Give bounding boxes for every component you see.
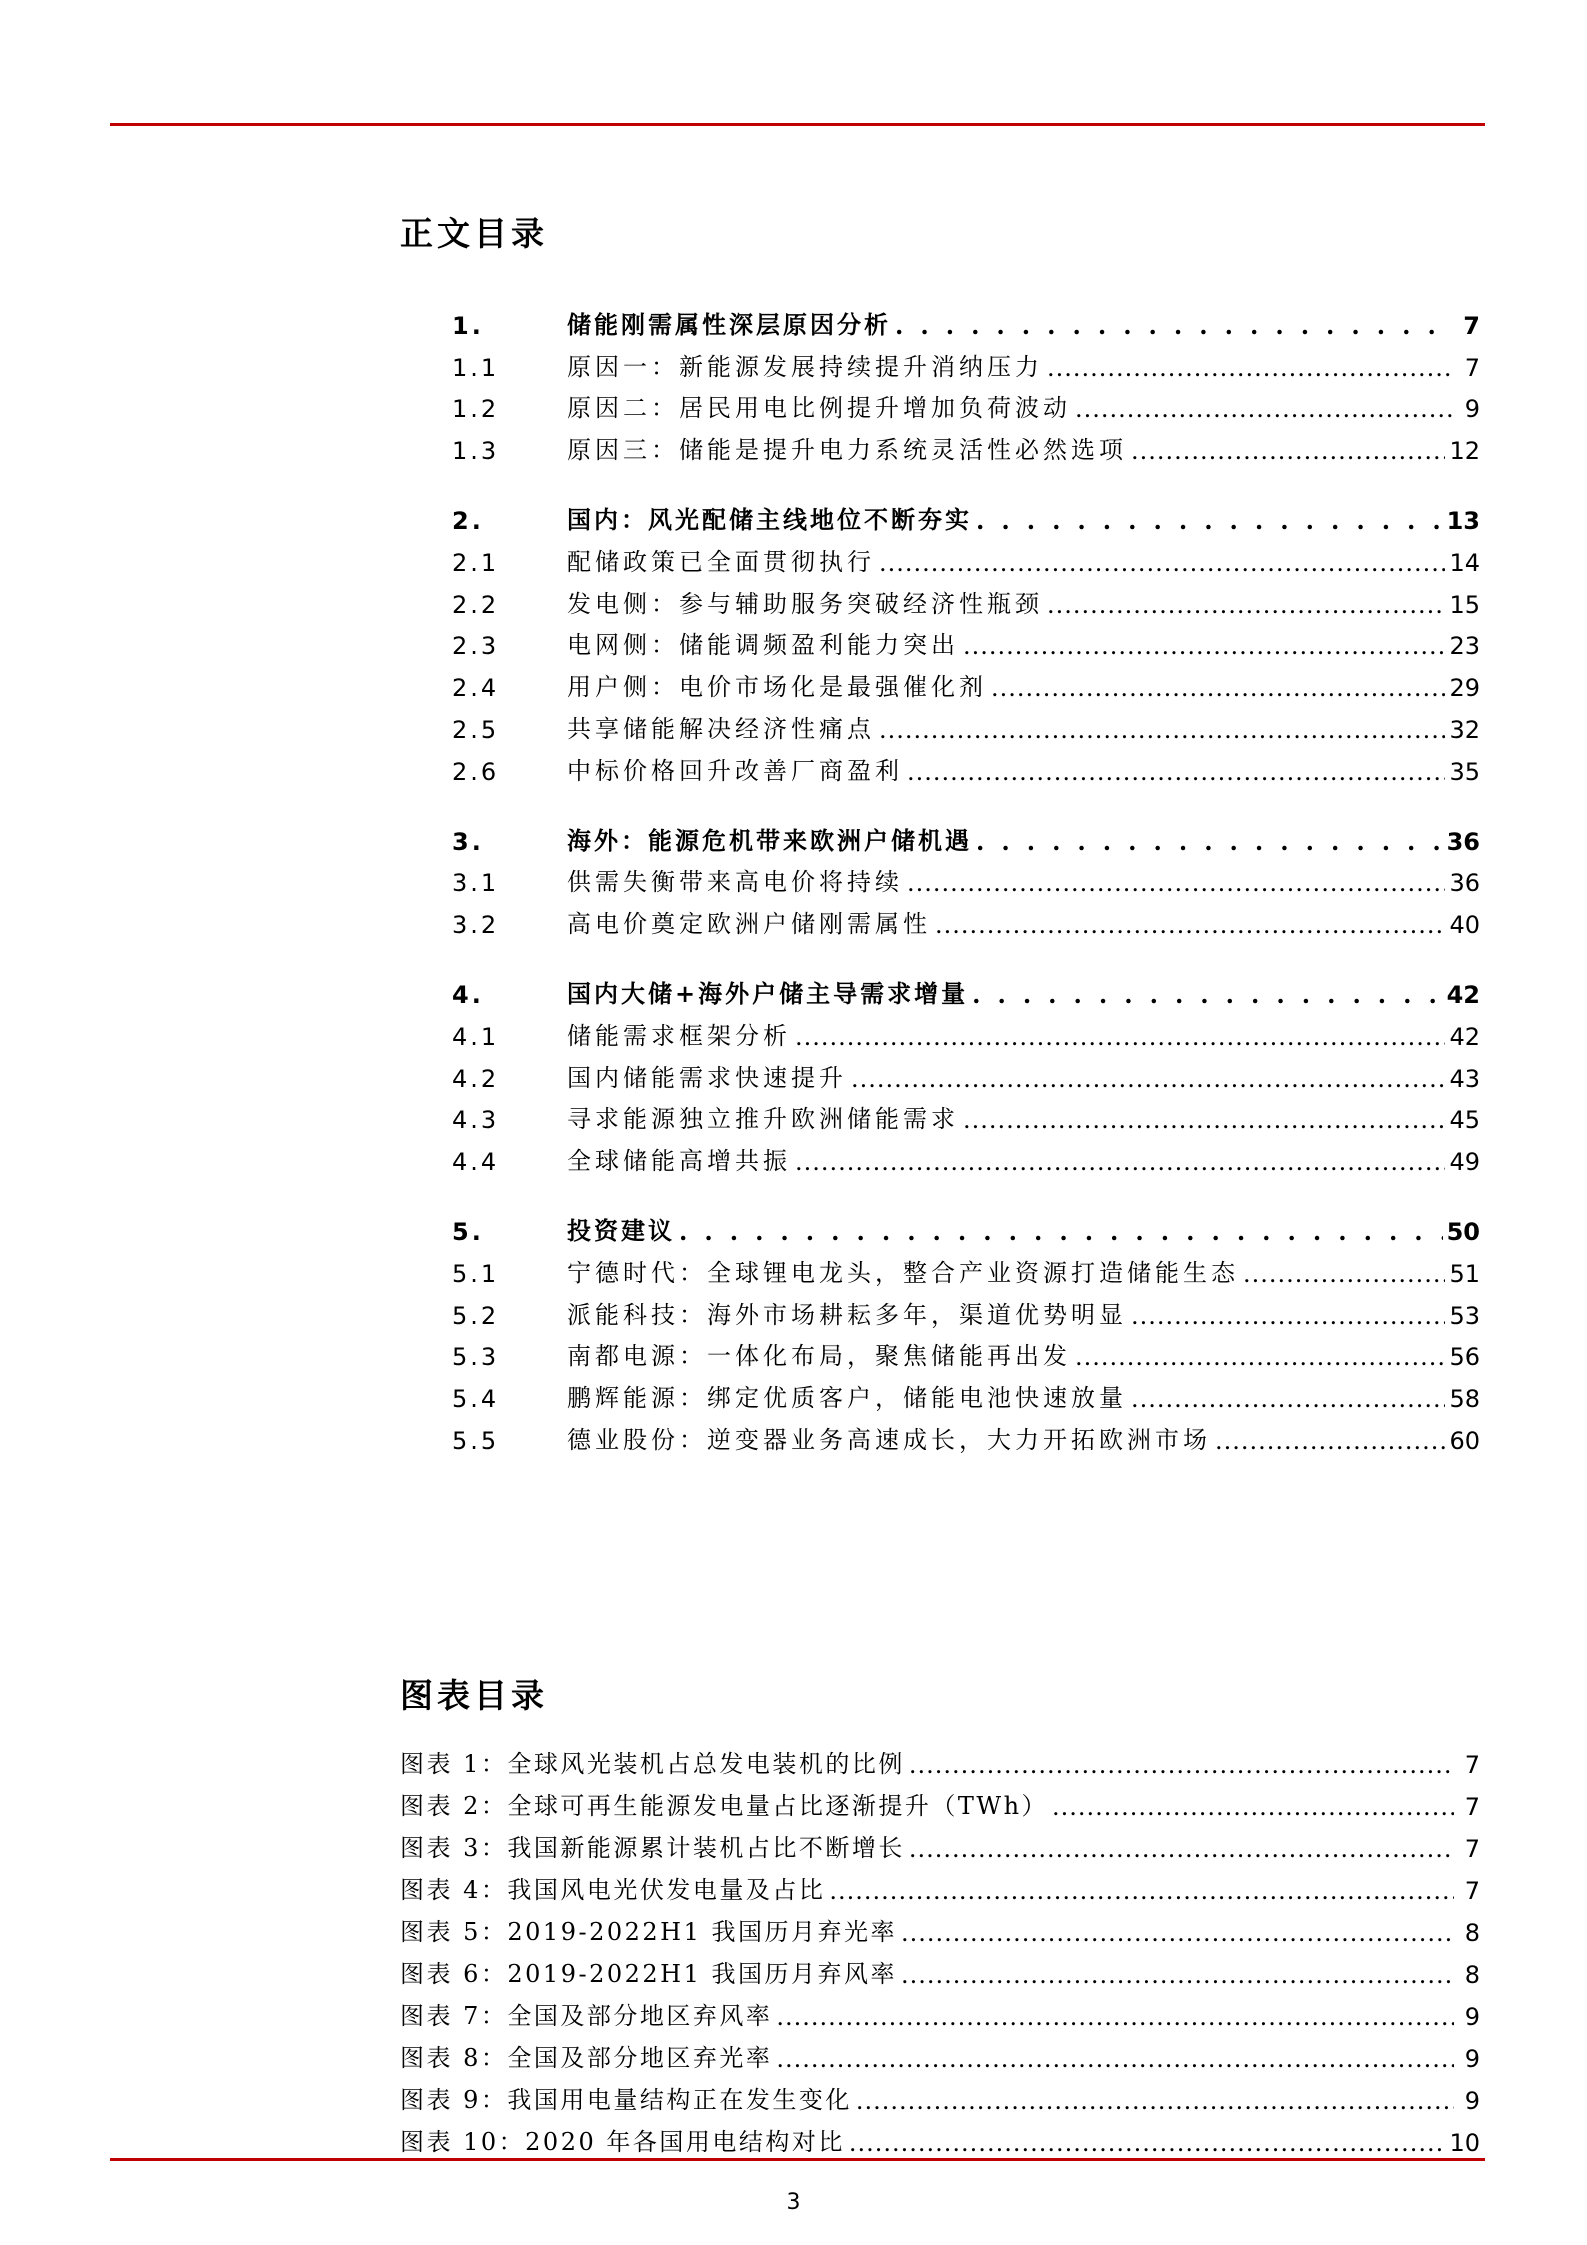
toc-entry-page: 29 xyxy=(1449,674,1480,703)
toc-entry-number: 2.1 xyxy=(452,548,500,577)
toc-section-entry[interactable] xyxy=(452,1246,1480,1288)
dot-leader xyxy=(795,1023,1445,1051)
figure-entry-title: 图表 8：全国及部分地区弃光率 xyxy=(400,2044,773,2072)
toc-entry-page: 36 xyxy=(1446,827,1480,856)
dot-leader xyxy=(1075,1343,1445,1371)
toc-entry-title: 投资建议 xyxy=(567,1215,675,1245)
dot-leader xyxy=(963,632,1445,660)
toc-entry-page: 35 xyxy=(1449,757,1480,786)
figure-entry-page: 10 xyxy=(1449,2129,1480,2157)
dot-leader xyxy=(963,1106,1445,1134)
figure-entry-title: 图表 3：我国新能源累计装机占比不断增长 xyxy=(400,1834,905,1862)
figure-entry[interactable] xyxy=(400,1863,1480,1905)
dot-leader xyxy=(1075,395,1454,423)
toc-entry-number: 4.4 xyxy=(452,1148,500,1177)
toc-section-entry[interactable] xyxy=(452,1009,1480,1051)
dot-leader xyxy=(895,311,1454,340)
toc-chapter-entry[interactable] xyxy=(452,1204,1480,1246)
dot-leader xyxy=(1047,354,1454,382)
dot-leader xyxy=(1131,1302,1445,1330)
toc-entry-title: 原因三：储能是提升电力系统灵活性必然选项 xyxy=(567,436,1127,465)
toc-entry-page: 36 xyxy=(1449,869,1480,898)
toc-entry-page: 45 xyxy=(1449,1106,1480,1135)
toc-chapter-group xyxy=(452,814,1480,939)
dot-leader xyxy=(1131,437,1445,465)
dot-leader xyxy=(909,1835,1454,1863)
toc-chapter-group xyxy=(452,967,1480,1176)
toc-entry-title: 配储政策已全面贯彻执行 xyxy=(567,547,875,576)
toc-entry-page: 53 xyxy=(1449,1301,1480,1330)
figure-entry[interactable] xyxy=(400,1905,1480,1947)
toc-chapter-entry[interactable] xyxy=(452,298,1480,340)
figures-heading: 图表目录 xyxy=(400,1676,548,1715)
toc-entry-number: 5. xyxy=(452,1217,484,1246)
figure-entry-title: 图表 9：我国用电量结构正在发生变化 xyxy=(400,2086,852,2114)
figure-entry-page: 8 xyxy=(1464,1919,1480,1947)
toc-entry-number: 2.2 xyxy=(452,590,500,619)
toc-entry-title: 南都电源：一体化布局，聚焦储能再出发 xyxy=(567,1342,1071,1371)
toc-entry-page: 9 xyxy=(1464,395,1480,424)
toc-entry-title: 鹏辉能源：绑定优质客户，储能电池快速放量 xyxy=(567,1384,1127,1413)
toc-entry-page: 56 xyxy=(1449,1343,1480,1372)
dot-leader xyxy=(776,2045,1454,2073)
toc-section-entry[interactable] xyxy=(452,1330,1480,1372)
toc-entry-page: 13 xyxy=(1446,506,1480,535)
toc-entry-page: 51 xyxy=(1449,1259,1480,1288)
toc-entry-page: 23 xyxy=(1449,632,1480,661)
dot-leader xyxy=(907,758,1445,786)
dot-leader xyxy=(879,549,1445,577)
figure-entry[interactable] xyxy=(400,1821,1480,1863)
toc-entry-title: 中标价格回升改善厂商盈利 xyxy=(567,756,903,785)
toc-section-entry[interactable] xyxy=(452,1288,1480,1330)
toc-entry-number: 5.2 xyxy=(452,1301,500,1330)
toc-section-entry[interactable] xyxy=(452,1413,1480,1455)
dot-leader xyxy=(991,674,1445,702)
dot-leader xyxy=(901,1919,1454,1947)
toc-entry-title: 海外：能源危机带来欧洲户储机遇 xyxy=(567,825,972,855)
toc-chapter-group xyxy=(452,298,1480,465)
toc-entry-number: 5.1 xyxy=(452,1259,500,1288)
toc-entry-title: 发电侧：参与辅助服务突破经济性瓶颈 xyxy=(567,589,1043,618)
toc-entry-title: 供需失衡带来高电价将持续 xyxy=(567,868,903,897)
toc-entry-title: 国内储能需求快速提升 xyxy=(567,1063,847,1092)
toc-section-entry[interactable] xyxy=(452,1134,1480,1176)
figure-entry-title: 图表 6：2019-2022H1 我国历月弃风率 xyxy=(400,1960,897,1988)
toc-chapter-group xyxy=(452,1204,1480,1455)
toc-entry-number: 4.2 xyxy=(452,1064,500,1093)
toc-section-entry[interactable] xyxy=(452,702,1480,744)
toc-entry-page: 42 xyxy=(1449,1022,1480,1051)
toc-entry-title: 共享储能解决经济性痛点 xyxy=(567,714,875,743)
dot-leader xyxy=(901,1961,1454,1989)
toc-section-entry[interactable] xyxy=(452,577,1480,619)
toc-entry-title: 高电价奠定欧洲户储刚需属性 xyxy=(567,910,931,939)
toc-entry-page: 50 xyxy=(1446,1217,1480,1246)
dot-leader xyxy=(851,1065,1445,1093)
toc-entry-number: 2.6 xyxy=(452,757,500,786)
figure-entry-page: 7 xyxy=(1464,1751,1480,1779)
dot-leader xyxy=(909,1751,1454,1779)
toc-section-entry[interactable] xyxy=(452,1051,1480,1093)
figure-entry[interactable] xyxy=(400,1779,1480,1821)
figure-entry[interactable] xyxy=(400,1737,1480,1779)
figure-entry-title: 图表 1：全球风光装机占总发电装机的比例 xyxy=(400,1750,905,1778)
toc-entry-number: 4.3 xyxy=(452,1106,500,1135)
toc-entry-page: 49 xyxy=(1449,1148,1480,1177)
dot-leader xyxy=(795,1148,1445,1176)
dot-leader xyxy=(976,506,1443,535)
toc-entry-number: 1.1 xyxy=(452,353,500,382)
dot-leader xyxy=(849,2129,1446,2157)
toc-section-entry[interactable] xyxy=(452,1093,1480,1135)
toc-entry-page: 58 xyxy=(1449,1385,1480,1414)
figure-entry[interactable] xyxy=(400,1989,1480,2031)
toc-entry-number: 3.2 xyxy=(452,911,500,940)
dot-leader xyxy=(1215,1427,1445,1455)
figure-entry-page: 9 xyxy=(1464,2045,1480,2073)
dot-leader xyxy=(1131,1385,1445,1413)
dot-leader xyxy=(679,1217,1443,1246)
dot-leader xyxy=(1052,1793,1454,1821)
figure-entry-page: 8 xyxy=(1464,1961,1480,1989)
toc-entry-title: 电网侧：储能调频盈利能力突出 xyxy=(567,631,959,660)
toc-entry-number: 5.3 xyxy=(452,1343,500,1372)
figure-entry[interactable] xyxy=(400,2073,1480,2115)
toc-section-entry[interactable] xyxy=(452,897,1480,939)
figure-entry-title: 图表 4：我国风电光伏发电量及占比 xyxy=(400,1876,826,1904)
dot-leader xyxy=(776,2003,1454,2031)
figure-entry-title: 图表 2：全球可再生能源发电量占比逐渐提升（TWh） xyxy=(400,1792,1049,1820)
figure-entry-title: 图表 7：全国及部分地区弃风率 xyxy=(400,2002,773,2030)
toc-entry-number: 4. xyxy=(452,980,484,1009)
toc-section-entry[interactable] xyxy=(452,535,1480,577)
toc-entry-number: 5.4 xyxy=(452,1385,500,1414)
figure-entry-page: 9 xyxy=(1464,2003,1480,2031)
toc-entry-title: 用户侧：电价市场化是最强催化剂 xyxy=(567,673,987,702)
toc-section-entry[interactable] xyxy=(452,423,1480,465)
toc-entry-number: 5.5 xyxy=(452,1426,500,1455)
header-rule xyxy=(110,123,1485,126)
toc-section-entry[interactable] xyxy=(452,340,1480,382)
toc-section-entry[interactable] xyxy=(452,1371,1480,1413)
toc-entry-page: 7 xyxy=(1464,353,1480,382)
toc-entry-title: 国内大储+海外户储主导需求增量 xyxy=(567,978,969,1008)
toc-chapter-entry[interactable] xyxy=(452,814,1480,856)
dot-leader xyxy=(856,2087,1454,2115)
toc-entry-title: 宁德时代：全球锂电龙头，整合产业资源打造储能生态 xyxy=(567,1258,1239,1287)
toc-entry-number: 2. xyxy=(452,506,484,535)
toc-entry-number: 2.3 xyxy=(452,632,500,661)
toc-entry-number: 1.2 xyxy=(452,395,500,424)
toc-entry-title: 原因二：居民用电比例提升增加负荷波动 xyxy=(567,394,1071,423)
toc-section-entry[interactable] xyxy=(452,856,1480,898)
figure-entry-title: 图表 10：2020 年各国用电结构对比 xyxy=(400,2128,845,2156)
figure-entry-page: 7 xyxy=(1464,1877,1480,1905)
dot-leader xyxy=(829,1877,1454,1905)
toc-entry-number: 1. xyxy=(452,311,484,340)
toc-entry-title: 储能刚需属性深层原因分析 xyxy=(567,309,891,339)
toc-entry-page: 14 xyxy=(1449,548,1480,577)
toc-entry-title: 派能科技：海外市场耕耘多年，渠道优势明显 xyxy=(567,1300,1127,1329)
dot-leader xyxy=(976,827,1443,856)
toc-entry-page: 15 xyxy=(1449,590,1480,619)
toc-heading: 正文目录 xyxy=(400,214,548,253)
toc-entry-title: 国内：风光配储主线地位不断夯实 xyxy=(567,504,972,534)
toc-section-entry[interactable] xyxy=(452,619,1480,661)
toc-entry-title: 储能需求框架分析 xyxy=(567,1021,791,1050)
table-of-contents xyxy=(452,298,1480,1483)
dot-leader xyxy=(879,716,1445,744)
toc-entry-page: 42 xyxy=(1446,980,1480,1009)
toc-section-entry[interactable] xyxy=(452,660,1480,702)
page-number: 3 xyxy=(786,2190,801,2215)
footer-rule xyxy=(110,2158,1485,2161)
figure-entry[interactable] xyxy=(400,2115,1480,2157)
toc-entry-number: 3.1 xyxy=(452,869,500,898)
toc-entry-page: 7 xyxy=(1463,311,1480,340)
dot-leader xyxy=(935,911,1445,939)
figure-entry[interactable] xyxy=(400,2031,1480,2073)
toc-entry-number: 2.5 xyxy=(452,715,500,744)
dot-leader xyxy=(907,869,1445,897)
toc-section-entry[interactable] xyxy=(452,744,1480,786)
toc-entry-number: 2.4 xyxy=(452,674,500,703)
toc-entry-number: 4.1 xyxy=(452,1022,500,1051)
toc-entry-title: 寻求能源独立推升欧洲储能需求 xyxy=(567,1105,959,1134)
figure-entry[interactable] xyxy=(400,1947,1480,1989)
dot-leader xyxy=(972,980,1442,1009)
toc-entry-page: 40 xyxy=(1449,911,1480,940)
dot-leader xyxy=(1243,1260,1445,1288)
toc-section-entry[interactable] xyxy=(452,382,1480,424)
toc-entry-title: 全球储能高增共振 xyxy=(567,1147,791,1176)
toc-chapter-entry[interactable] xyxy=(452,967,1480,1009)
toc-chapter-group xyxy=(452,493,1480,786)
toc-entry-title: 德业股份：逆变器业务高速成长，大力开拓欧洲市场 xyxy=(567,1425,1211,1454)
toc-entry-number: 1.3 xyxy=(452,437,500,466)
toc-chapter-entry[interactable] xyxy=(452,493,1480,535)
figure-entry-title: 图表 5：2019-2022H1 我国历月弃光率 xyxy=(400,1918,897,1946)
toc-entry-page: 43 xyxy=(1449,1064,1480,1093)
figure-entry-page: 9 xyxy=(1464,2087,1480,2115)
toc-entry-page: 12 xyxy=(1449,437,1480,466)
toc-entry-number: 3. xyxy=(452,827,484,856)
figure-entry-page: 7 xyxy=(1464,1793,1480,1821)
toc-entry-page: 32 xyxy=(1449,715,1480,744)
toc-entry-title: 原因一：新能源发展持续提升消纳压力 xyxy=(567,352,1043,381)
dot-leader xyxy=(1047,591,1445,619)
toc-entry-page: 60 xyxy=(1449,1426,1480,1455)
figure-entry-page: 7 xyxy=(1464,1835,1480,1863)
list-of-figures xyxy=(400,1737,1480,2157)
